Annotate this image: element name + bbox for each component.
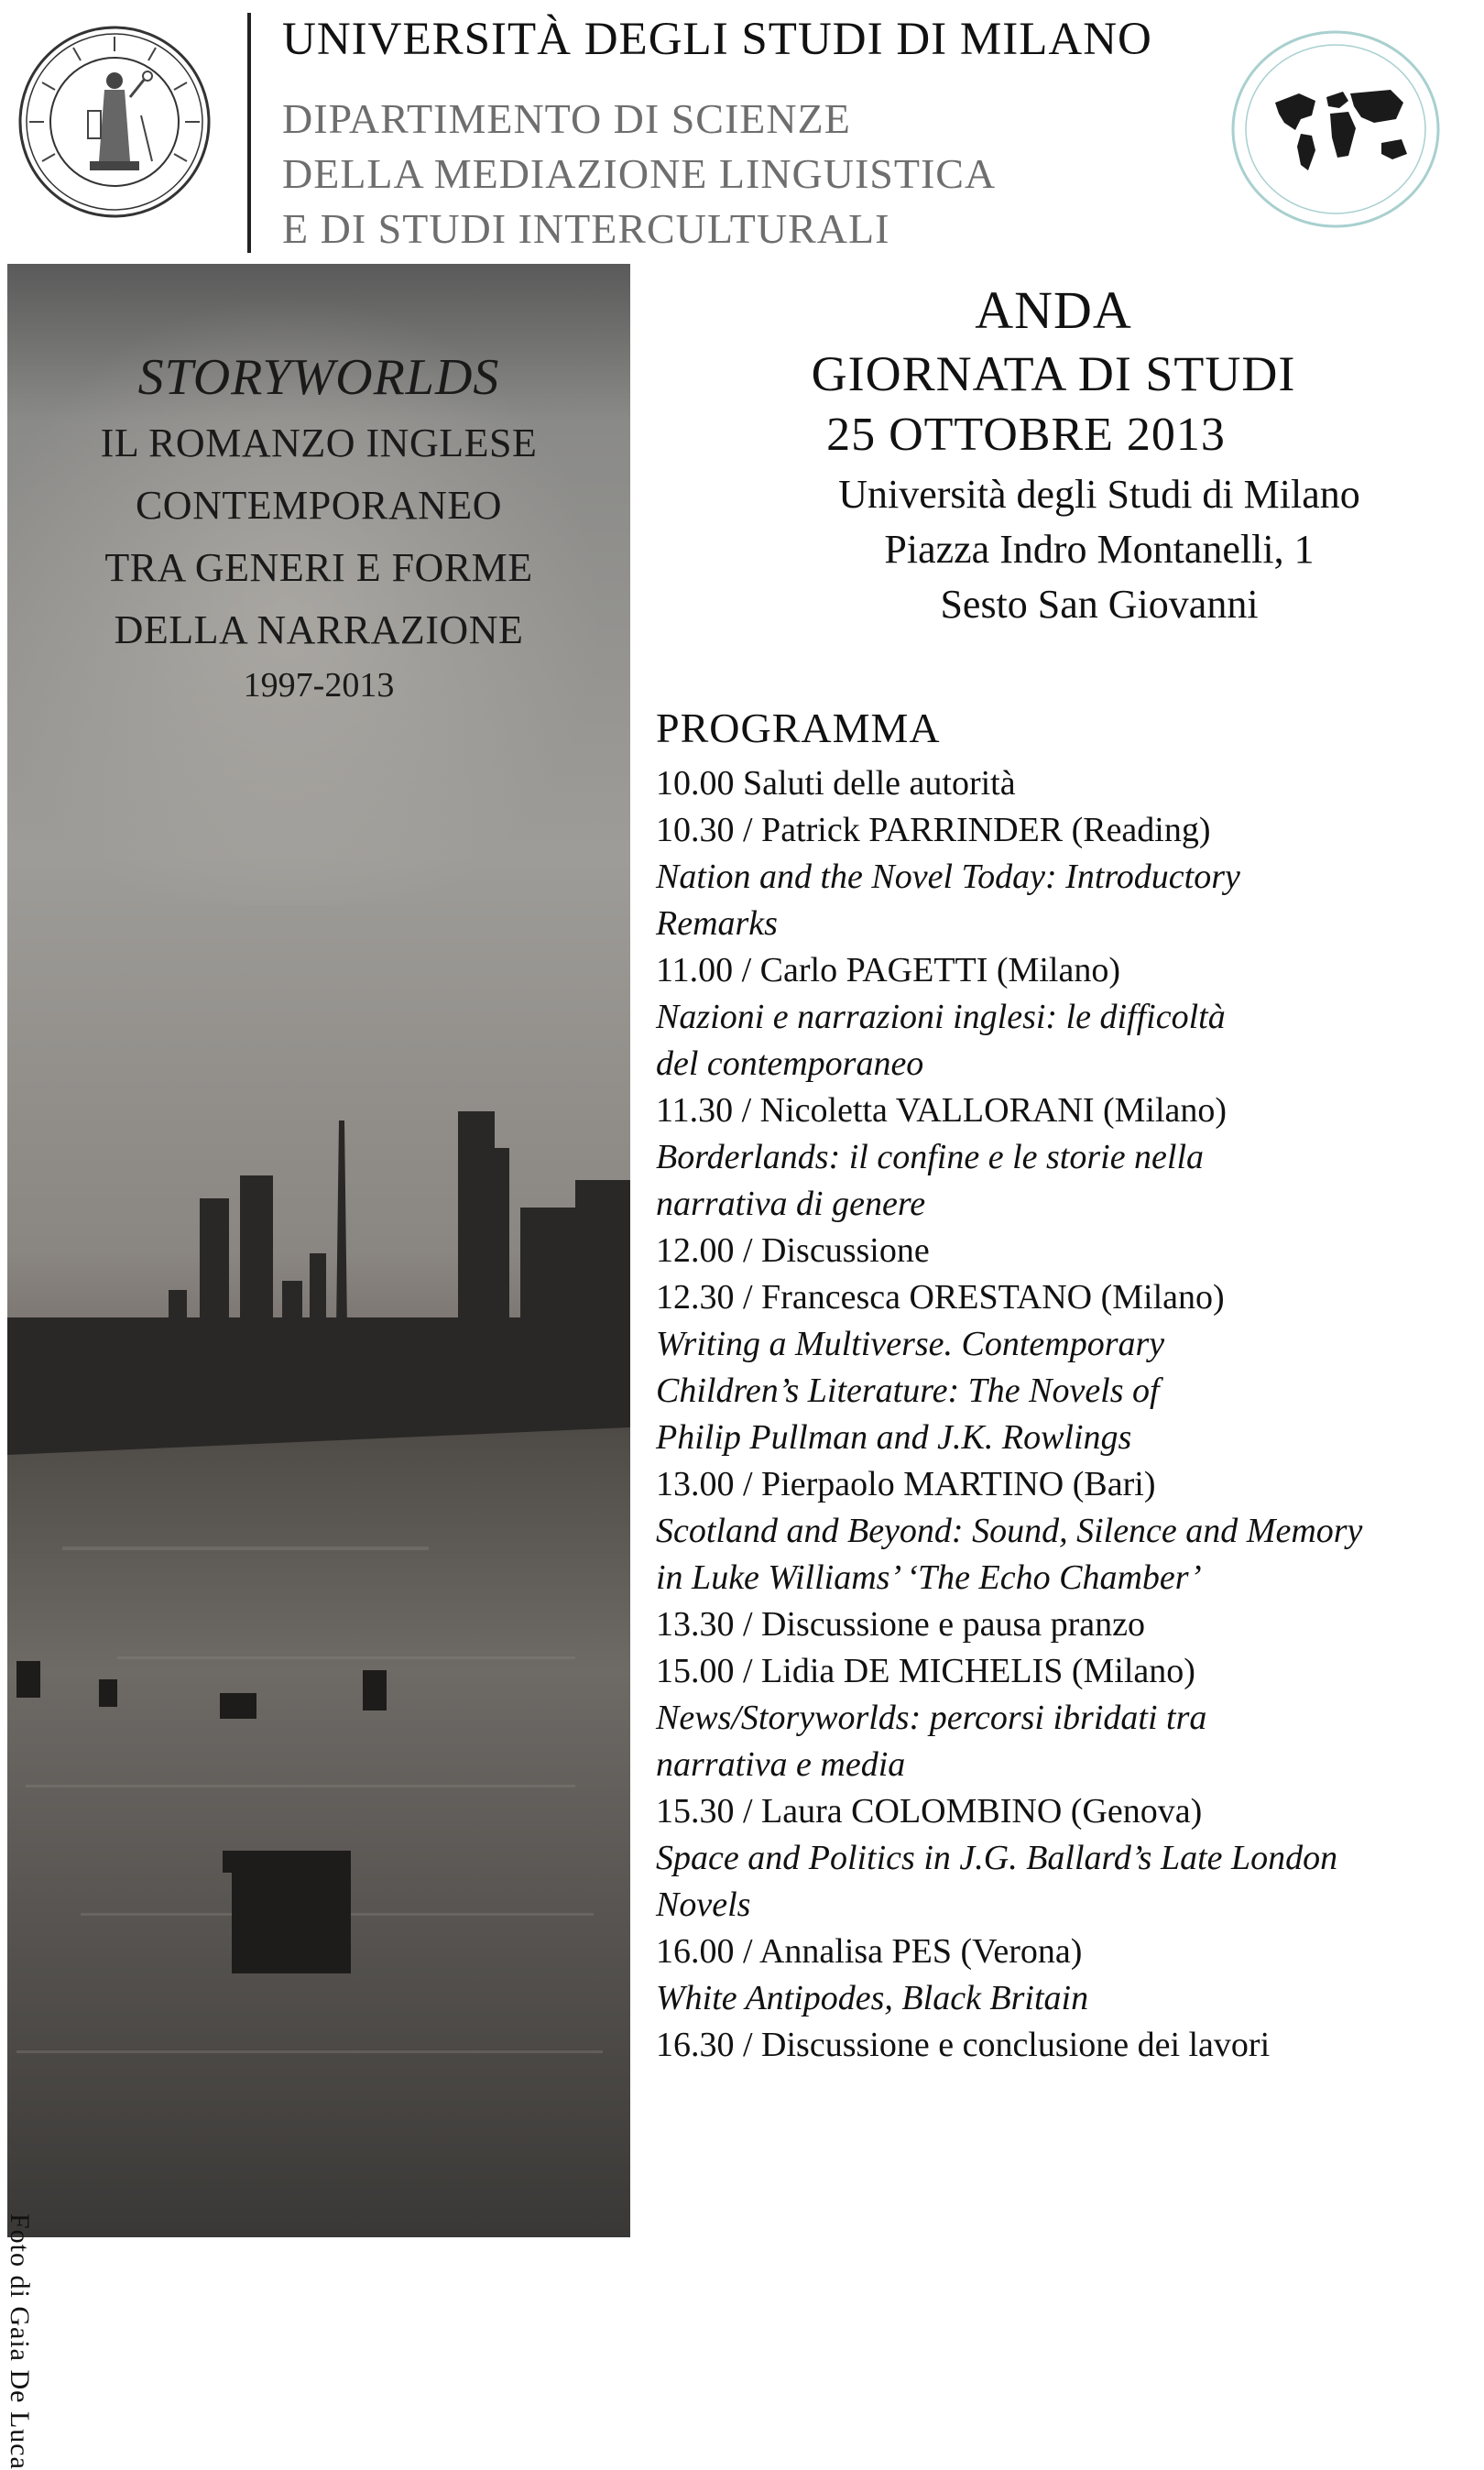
programme-talk-title: Remarks [656, 904, 778, 943]
programme-heading: PROGRAMMA [656, 705, 941, 751]
header-divider [247, 13, 251, 253]
university-seal-icon [16, 24, 213, 221]
programme-talk-title: Borderlands: il confine e le storie nella [656, 1138, 1205, 1176]
programme-talk-title: Space and Politics in J.G. Ballard’s Late London [656, 1839, 1338, 1877]
programme-entry: 12.00 / Discussione [656, 1231, 930, 1270]
programme-entry: 16.00 / Annalisa PES (Verona) [656, 1932, 1083, 1971]
poster-subtitle-line: CONTEMPORANEO [135, 483, 503, 528]
programme-talk-title: Novels [656, 1885, 751, 1924]
event-type: GIORNATA DI STUDI [811, 346, 1296, 401]
programme-talk-title: Nazioni e narrazioni inglesi: le difficoltà [656, 998, 1226, 1036]
event-venue [715, 467, 1484, 632]
programme-talk-title: Philip Pullman and J.K. Rowlings [656, 1418, 1132, 1457]
venue-line: Università degli Studi di Milano [838, 472, 1360, 517]
programme-list [656, 760, 1453, 2069]
programme-talk-title: in Luke Williams’ ‘The Echo Chamber’ [656, 1558, 1202, 1597]
department-line: E DI STUDI INTERCULTURALI [282, 205, 890, 252]
department-line: DIPARTIMENTO DI SCIENZE [282, 95, 851, 142]
poster-subtitle-line: DELLA NARRAZIONE [114, 607, 524, 652]
venue-line: Sesto San Giovanni [940, 582, 1259, 627]
programme-talk-title: narrativa e media [656, 1745, 906, 1784]
programme-talk-title: Children’s Literature: The Novels of [656, 1372, 1160, 1410]
programme-entry: 12.30 / Francesca ORESTANO (Milano) [656, 1278, 1225, 1317]
venue-line: Piazza Indro Montanelli, 1 [884, 527, 1315, 572]
programme-entry: 16.30 / Discussione e conclusione dei lavori [656, 2026, 1271, 2064]
programme-talk-title: narrativa di genere [656, 1185, 926, 1223]
university-name: UNIVERSITÀ DEGLI STUDI DI MILANO [282, 14, 1152, 65]
department-name [282, 92, 996, 257]
programme-entry: 13.30 / Discussione e pausa pranzo [656, 1605, 1145, 1644]
programme-talk-title: News/Storyworlds: percorsi ibridati tra [656, 1699, 1207, 1737]
poster-years: 1997-2013 [243, 666, 395, 705]
poster-title: STORYWORLDS [137, 349, 500, 406]
programme-talk-title: Scotland and Beyond: Sound, Silence and Memory [656, 1512, 1363, 1550]
programme-entry: 11.30 / Nicoletta VALLORANI (Milano) [656, 1091, 1228, 1130]
programme-entry: 13.00 / Pierpaolo MARTINO (Bari) [656, 1465, 1156, 1503]
programme-entry: 10.30 / Patrick PARRINDER (Reading) [656, 811, 1211, 849]
department-world-map-seal-icon [1228, 27, 1444, 231]
event-name: ANDA [975, 280, 1132, 340]
programme-talk-title: Nation and the Novel Today: Introductory [656, 858, 1240, 896]
poster-subtitle [7, 412, 630, 661]
photo-credit: Foto di Gaia De Luca [5, 2213, 35, 2470]
poster-subtitle-line: IL ROMANZO INGLESE [100, 421, 538, 465]
programme-entry: 10.00 Saluti delle autorità [656, 764, 1016, 803]
cover-photo [5, 264, 630, 2470]
poster-subtitle-line: TRA GENERI E FORME [104, 545, 533, 590]
programme-talk-title: White Antipodes, Black Britain [656, 1979, 1089, 2017]
programme-entry: 11.00 / Carlo PAGETTI (Milano) [656, 951, 1120, 989]
department-line: DELLA MEDIAZIONE LINGUISTICA [282, 150, 997, 197]
programme-entry: 15.00 / Lidia DE MICHELIS (Milano) [656, 1652, 1195, 1690]
programme-talk-title: Writing a Multiverse. Contemporary [656, 1325, 1165, 1363]
programme-talk-title: del contemporaneo [656, 1044, 924, 1083]
event-date: 25 OTTOBRE 2013 [826, 409, 1226, 461]
programme-entry: 15.30 / Laura COLOMBINO (Genova) [656, 1792, 1203, 1831]
